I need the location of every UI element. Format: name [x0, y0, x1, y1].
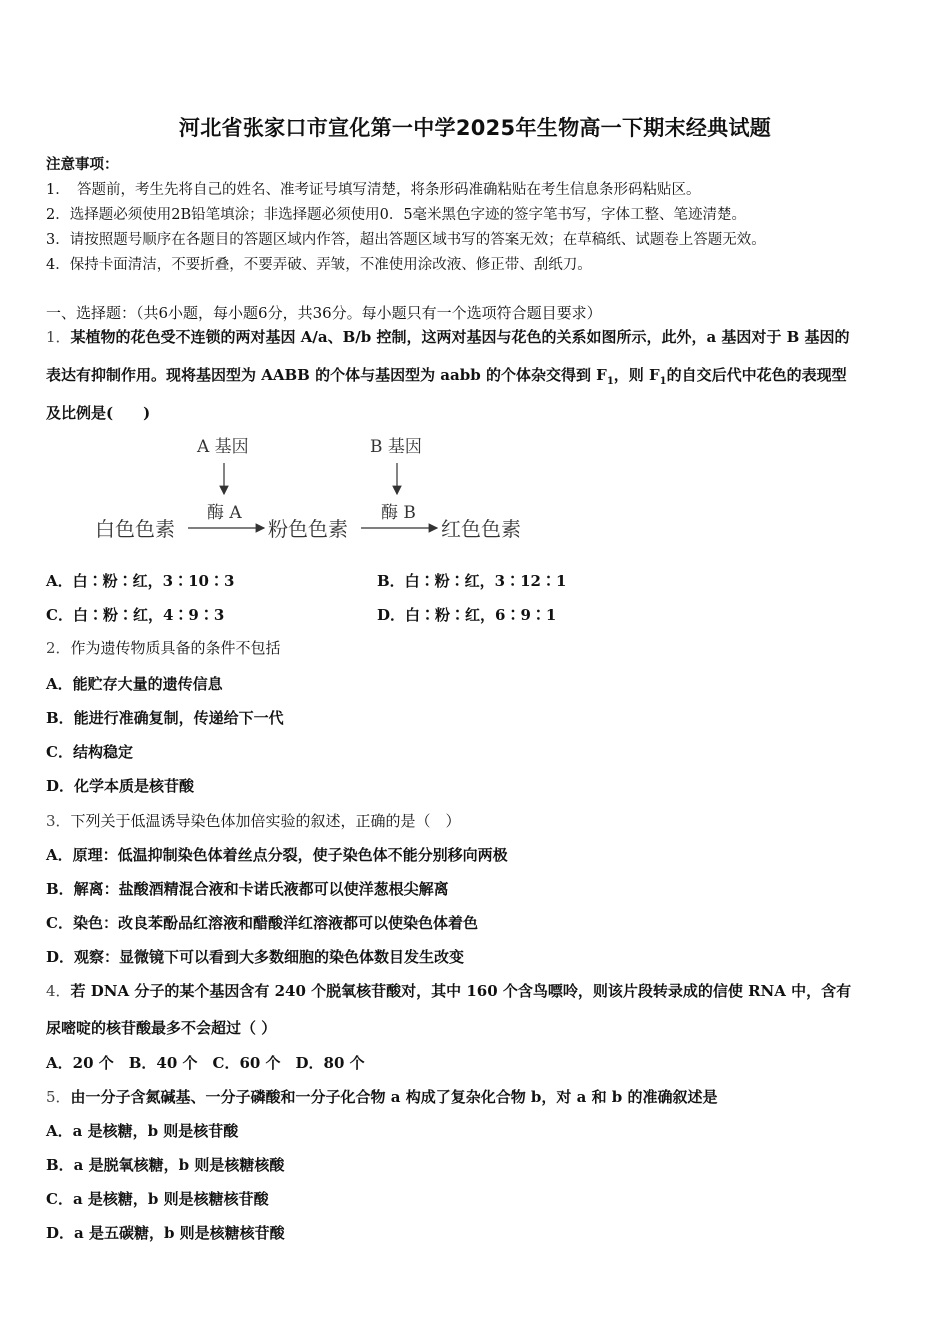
q5-option-a[interactable]: A．a 是核糖，b 则是核苷酸: [46, 1122, 239, 1140]
pigment-pathway-diagram: [80, 430, 550, 555]
q3-option-b[interactable]: B．解离：盐酸酒精混合液和卡诺氏液都可以使洋葱根尖解离: [46, 880, 449, 898]
section-heading: 一、选择题：（共6小题，每小题6分，共36分。每小题只有一个选项符合题目要求）: [46, 304, 602, 322]
question-1-line-1: 1．某植物的花色受不连锁的两对基因 A/a、B/b 控制，这两对基因与花色的关系如图所示，此外，a 基因对于 B 基因的: [46, 328, 850, 346]
question-2-stem: 2．作为遗传物质具备的条件不包括: [46, 639, 281, 657]
note-item: 1． 答题前，考生先将自己的姓名、准考证号填写清楚，将条形码准确粘贴在考生信息条形码粘贴区。: [46, 182, 701, 198]
question-1-line-3: 及比例是( ): [46, 404, 151, 422]
q1-option-d[interactable]: D．白∶粉∶红，6∶9∶1: [377, 606, 557, 624]
question-number: 1．: [46, 328, 71, 346]
q1-option-c[interactable]: C．白∶粉∶红，4∶9∶3: [46, 606, 225, 624]
question-3-stem: 3．下列关于低温诱导染色体加倍实验的叙述，正确的是（ ）: [46, 812, 461, 830]
pink-pigment-label: 粉色色素: [268, 517, 348, 541]
notes-heading: 注意事项：: [46, 156, 119, 173]
q3-option-c[interactable]: C．染色：改良苯酚品红溶液和醋酸洋红溶液都可以使染色体着色: [46, 914, 478, 932]
white-pigment-label: 白色色素: [95, 517, 175, 541]
page-title: 河北省张家口市宣化第一中学2025年生物高一下期末经典试题: [178, 116, 772, 140]
note-item: 3．请按照题号顺序在各题目的答题区域内作答，超出答题区域书写的答案无效；在草稿纸、试题卷上答题无效。: [46, 232, 766, 248]
q1-option-a[interactable]: A．白∶粉∶红，3∶10∶3: [46, 572, 235, 590]
q5-option-d[interactable]: D．a 是五碳糖，b 则是核糖核苷酸: [46, 1224, 285, 1242]
q3-option-d[interactable]: D．观察：显微镜下可以看到大多数细胞的染色体数目发生改变: [46, 948, 465, 966]
enzyme-b-label: 酶 B: [381, 503, 416, 523]
q3-option-a[interactable]: A．原理：低温抑制染色体着丝点分裂，使子染色体不能分别移向两极: [46, 846, 508, 864]
question-5-stem: 5．由一分子含氮碱基、一分子磷酸和一分子化合物 a 构成了复杂化合物 b，对 a 和 b 的准确叙述是: [46, 1088, 718, 1106]
question-1-line-2: 表达有抑制作用。现将基因型为 AABB 的个体与基因型为 aabb 的个体杂交得到 $F_1$，则 $F_1$的自交后代中花色的表现型: [46, 366, 847, 387]
note-item: 2．选择题必须使用2B铅笔填涂；非选择题必须使用0．5毫米黑色字迹的签字笔书写，字体工整、笔迹清楚。: [46, 207, 747, 223]
q2-option-d[interactable]: D．化学本质是核苷酸: [46, 777, 195, 795]
question-number: 3．: [46, 812, 71, 830]
q5-option-c[interactable]: C．a 是核糖，b 则是核糖核苷酸: [46, 1190, 269, 1208]
note-item: 4．保持卡面清洁，不要折叠，不要弄破、弄皱，不准使用涂改液、修正带、刮纸刀。: [46, 257, 592, 273]
question-number: 4．: [46, 982, 71, 1000]
question-number: 5．: [46, 1088, 71, 1106]
enzyme-a-label: 酶 A: [207, 503, 242, 523]
q2-option-c[interactable]: C．结构稳定: [46, 743, 133, 761]
q1-option-b[interactable]: B．白∶粉∶红，3∶12∶1: [377, 572, 567, 590]
q2-option-b[interactable]: B．能进行准确复制，传递给下一代: [46, 709, 284, 727]
question-4-line-1: 4．若 DNA 分子的某个基因含有 240 个脱氧核苷酸对，其中 160 个含鸟嘌呤，则该片段转录成的信使 RNA 中，含有: [46, 982, 852, 1000]
q2-option-a[interactable]: A．能贮存大量的遗传信息: [46, 675, 223, 693]
question-number: 2．: [46, 639, 71, 657]
question-4-line-2: 尿嘧啶的核苷酸最多不会超过（ ）: [46, 1019, 277, 1037]
red-pigment-label: 红色色素: [441, 517, 521, 541]
q4-options[interactable]: A．20 个 B．40 个 C．60 个 D．80 个: [46, 1054, 365, 1072]
q5-option-b[interactable]: B．a 是脱氧核糖，b 则是核糖核酸: [46, 1156, 285, 1174]
gene-b-label: B 基因: [370, 437, 422, 457]
gene-a-label: A 基因: [197, 437, 249, 457]
